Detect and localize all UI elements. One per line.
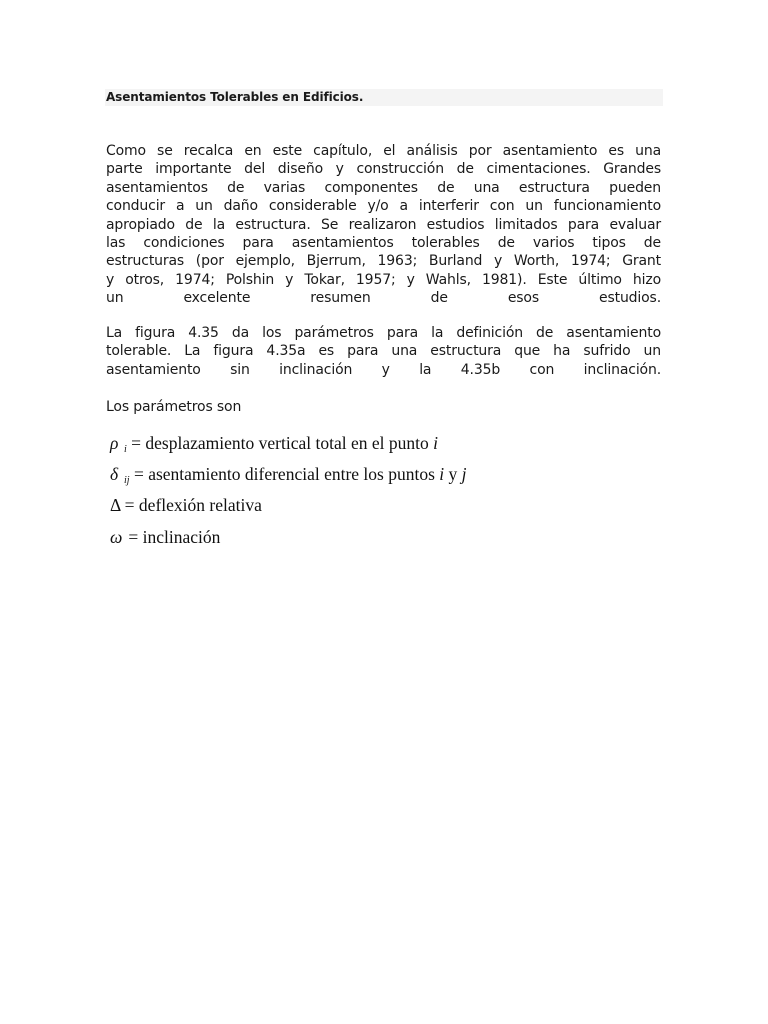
formula-subscript: ij [124,475,130,486]
paragraph-line: Como se recalca en este capítulo, el análisis por asentamiento es una [106,143,661,159]
paragraph-line: Los parámetros son [106,399,242,415]
paragraph-line: parte importante del diseño y construcción de cimentaciones. Grandes [106,161,661,178]
formula-subscript: i [124,444,127,455]
paragraph-line: asentamiento sin inclinación y la 4.35b con inclinación. [106,361,661,378]
formula-equals: = [124,495,135,515]
paragraph-line: un excelente resumen de esos estudios. [106,290,661,307]
paragraph-line: estructuras (por ejemplo, Bjerrum, 1963; Burland y Worth, 1974; Grant [106,253,661,270]
formula-symbol: δ [110,464,119,484]
paragraph-intro [106,142,661,308]
formula-text: inclinación [142,527,221,547]
formula-variable: j [461,464,467,484]
formula-variable: i [439,464,445,484]
document-title: Asentamientos Tolerables en Edificios. [106,90,364,104]
paragraph-line: tolerable. La figura 4.35a es para una estructura que ha sufrido un [106,343,661,360]
formula-text: asentamiento diferencial entre los puntos [148,464,435,484]
paragraph-line: conducir a un daño considerable y/o a interferir con un funcionamiento [106,198,661,215]
paragraph-line: apropiado de la estructura. Se realizaron estudios limitados para evaluar [106,216,661,233]
formula-text: deflexión relativa [138,495,262,515]
paragraph-line: asentamientos de varias componentes de una estructura pueden [106,179,661,196]
paragraph-parameters-intro [106,398,661,416]
formula-symbol: Δ [110,495,121,515]
paragraph-figure [106,324,661,379]
formula-omega [110,526,220,548]
formula-equals: = [131,433,142,453]
formula-capital-delta [110,494,262,516]
formula-equals: = [133,464,144,484]
formula-text: desplazamiento vertical total en el punto [145,433,429,453]
formula-connector: y [448,464,458,484]
formula-delta-ij [110,463,467,492]
formula-equals: = [128,527,139,547]
paragraph-line: y otros, 1974; Polshin y Tokar, 1957; y Wahls, 1981). Este último hizo [106,271,661,288]
formula-symbol: ω [110,527,123,547]
paragraph-line: La figura 4.35 da los parámetros para la definición de asentamiento [106,325,661,341]
formula-variable: i [433,433,438,453]
paragraph-line: las condiciones para asentamientos tolerables de varios tipos de [106,235,661,252]
formula-rho [110,432,438,461]
formula-symbol: ρ [110,433,119,453]
